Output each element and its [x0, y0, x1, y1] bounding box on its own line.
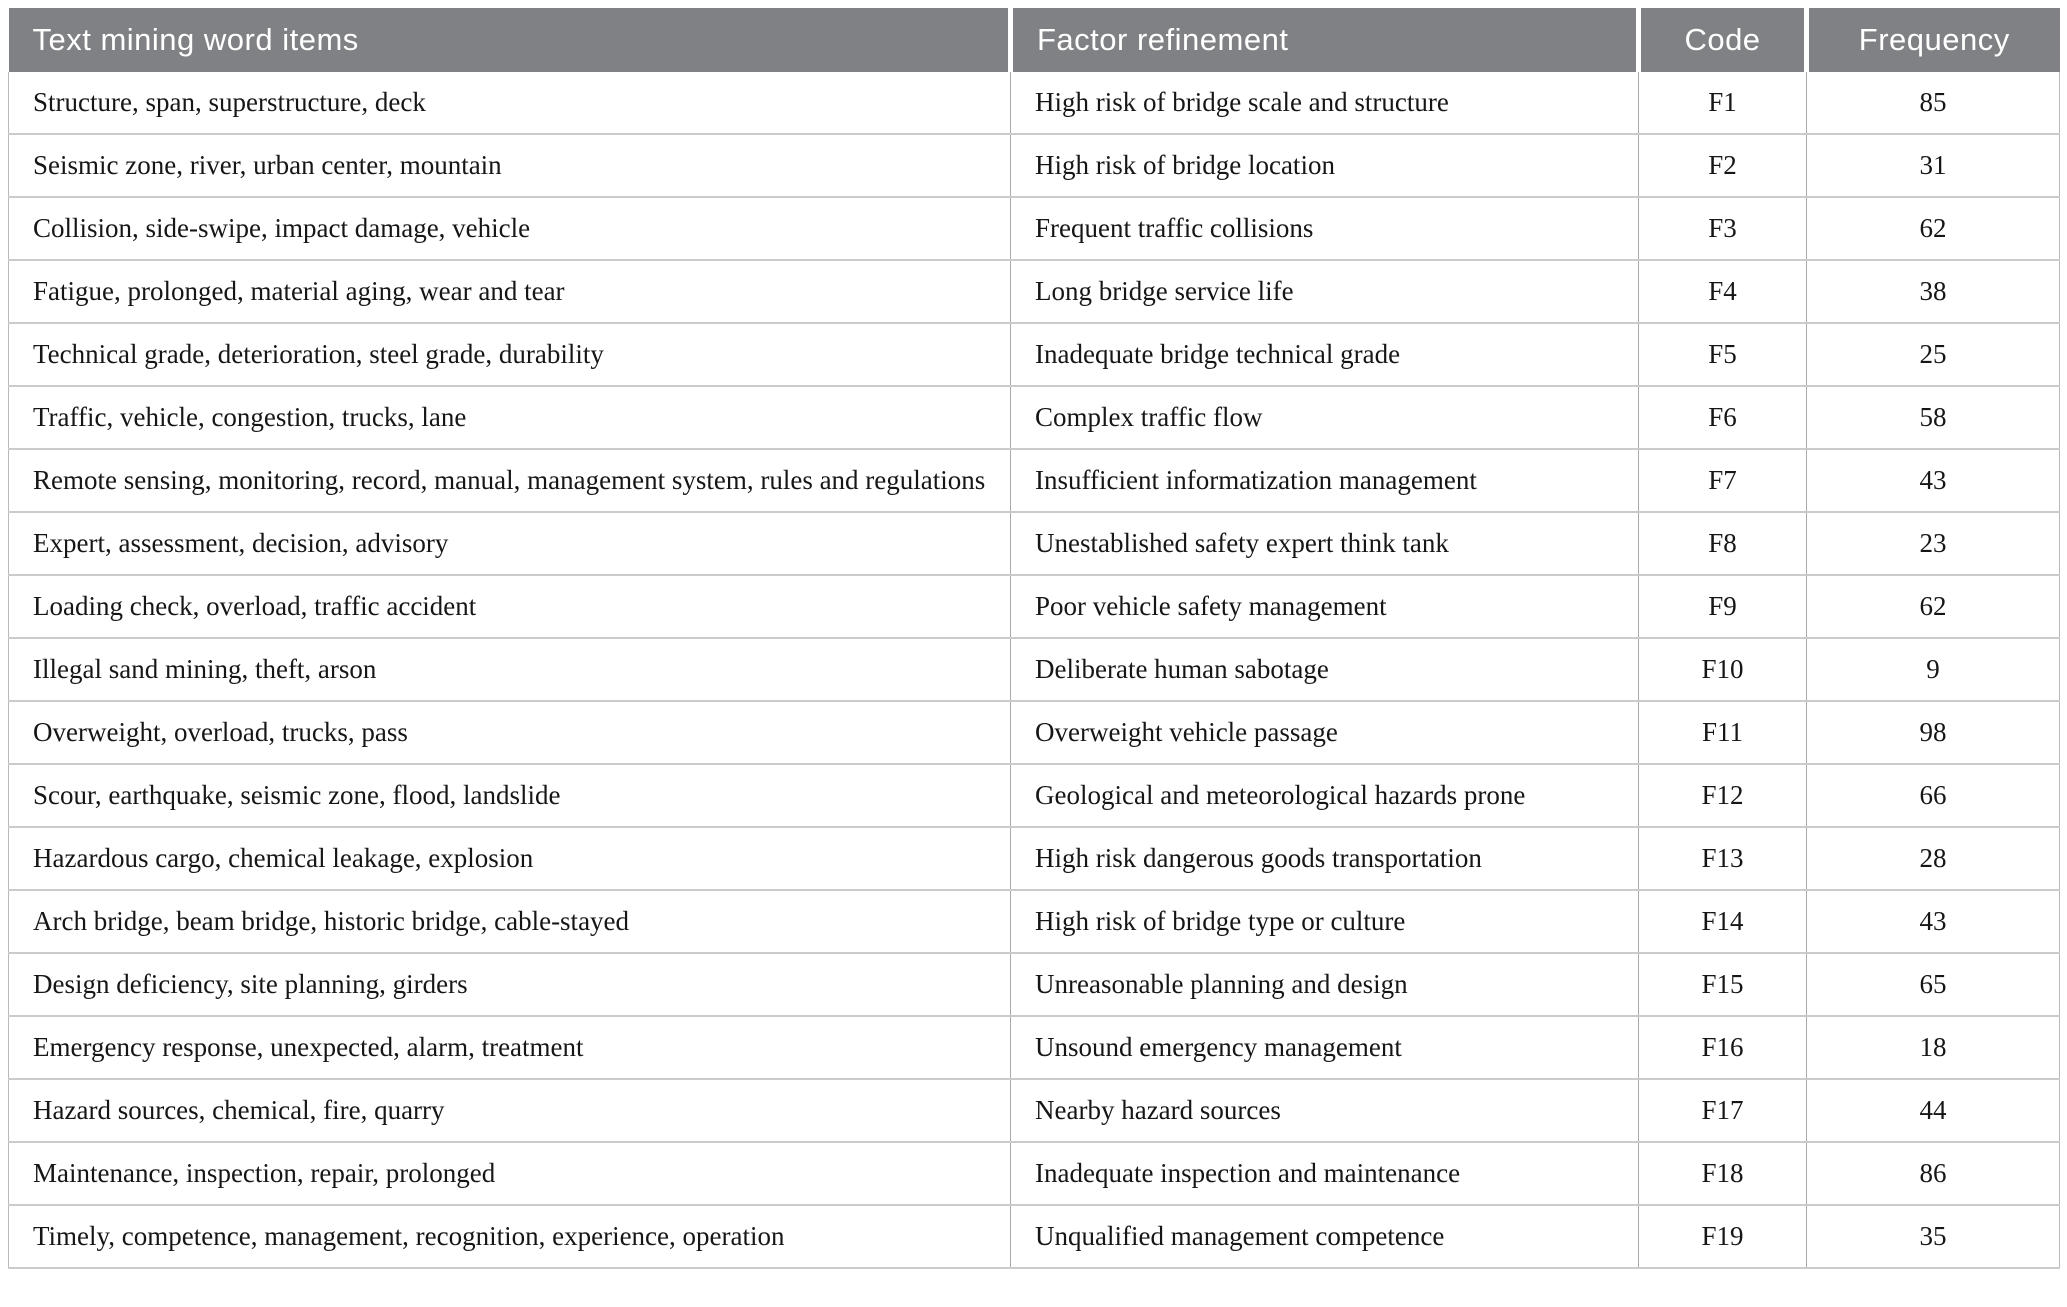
cell-code: F1 — [1639, 72, 1807, 134]
cell-frequency: 31 — [1807, 134, 2060, 197]
table-row — [9, 72, 2060, 134]
cell-factor-refinement: Poor vehicle safety management — [1011, 575, 1639, 638]
cell-code: F4 — [1639, 260, 1807, 323]
cell-factor-refinement: High risk dangerous goods transportation — [1011, 827, 1639, 890]
cell-frequency: 62 — [1807, 197, 2060, 260]
cell-factor-refinement: High risk of bridge scale and structure — [1011, 72, 1639, 134]
risk-factors-table — [8, 8, 2060, 1269]
cell-code: F5 — [1639, 323, 1807, 386]
col-header-word-items: Text mining word items — [9, 8, 1011, 72]
cell-factor-refinement: High risk of bridge location — [1011, 134, 1639, 197]
cell-factor-refinement: Insufficient informatization management — [1011, 449, 1639, 512]
cell-factor-refinement: Deliberate human sabotage — [1011, 638, 1639, 701]
cell-word-items: Remote sensing, monitoring, record, manual, management system, rules and regulations — [9, 449, 1011, 512]
cell-word-items: Fatigue, prolonged, material aging, wear and tear — [9, 260, 1011, 323]
cell-frequency: 43 — [1807, 449, 2060, 512]
cell-word-items: Hazard sources, chemical, fire, quarry — [9, 1079, 1011, 1142]
cell-code: F7 — [1639, 449, 1807, 512]
cell-frequency: 43 — [1807, 890, 2060, 953]
cell-code: F17 — [1639, 1079, 1807, 1142]
cell-code: F16 — [1639, 1016, 1807, 1079]
cell-factor-refinement: Unestablished safety expert think tank — [1011, 512, 1639, 575]
cell-factor-refinement: Inadequate inspection and maintenance — [1011, 1142, 1639, 1205]
cell-frequency: 18 — [1807, 1016, 2060, 1079]
cell-word-items: Overweight, overload, trucks, pass — [9, 701, 1011, 764]
table-row — [9, 386, 2060, 449]
table-row — [9, 1142, 2060, 1205]
table-row — [9, 134, 2060, 197]
cell-code: F13 — [1639, 827, 1807, 890]
cell-frequency: 86 — [1807, 1142, 2060, 1205]
cell-frequency: 44 — [1807, 1079, 2060, 1142]
cell-word-items: Arch bridge, beam bridge, historic bridge, cable-stayed — [9, 890, 1011, 953]
cell-code: F2 — [1639, 134, 1807, 197]
cell-word-items: Design deficiency, site planning, girders — [9, 953, 1011, 1016]
cell-factor-refinement: Unsound emergency management — [1011, 1016, 1639, 1079]
cell-code: F11 — [1639, 701, 1807, 764]
table-row — [9, 512, 2060, 575]
cell-code: F3 — [1639, 197, 1807, 260]
table-row — [9, 323, 2060, 386]
table-row — [9, 449, 2060, 512]
cell-code: F10 — [1639, 638, 1807, 701]
cell-factor-refinement: Complex traffic flow — [1011, 386, 1639, 449]
table-row — [9, 197, 2060, 260]
cell-frequency: 66 — [1807, 764, 2060, 827]
cell-word-items: Hazardous cargo, chemical leakage, explosion — [9, 827, 1011, 890]
cell-code: F18 — [1639, 1142, 1807, 1205]
cell-frequency: 85 — [1807, 72, 2060, 134]
table-body — [9, 72, 2060, 1268]
cell-factor-refinement: Geological and meteorological hazards prone — [1011, 764, 1639, 827]
cell-word-items: Collision, side-swipe, impact damage, vehicle — [9, 197, 1011, 260]
cell-factor-refinement: Inadequate bridge technical grade — [1011, 323, 1639, 386]
cell-word-items: Timely, competence, management, recognition, experience, operation — [9, 1205, 1011, 1268]
cell-code: F19 — [1639, 1205, 1807, 1268]
table-row — [9, 827, 2060, 890]
cell-frequency: 9 — [1807, 638, 2060, 701]
cell-word-items: Expert, assessment, decision, advisory — [9, 512, 1011, 575]
cell-word-items: Traffic, vehicle, congestion, trucks, lane — [9, 386, 1011, 449]
col-header-factor-refinement: Factor refinement — [1011, 8, 1639, 72]
cell-factor-refinement: Nearby hazard sources — [1011, 1079, 1639, 1142]
table-row — [9, 260, 2060, 323]
cell-frequency: 38 — [1807, 260, 2060, 323]
table-row — [9, 1079, 2060, 1142]
cell-factor-refinement: Unreasonable planning and design — [1011, 953, 1639, 1016]
cell-code: F9 — [1639, 575, 1807, 638]
cell-code: F14 — [1639, 890, 1807, 953]
cell-code: F15 — [1639, 953, 1807, 1016]
table-row — [9, 1205, 2060, 1268]
cell-frequency: 65 — [1807, 953, 2060, 1016]
cell-word-items: Seismic zone, river, urban center, mountain — [9, 134, 1011, 197]
table-row — [9, 701, 2060, 764]
cell-factor-refinement: Frequent traffic collisions — [1011, 197, 1639, 260]
cell-word-items: Maintenance, inspection, repair, prolonged — [9, 1142, 1011, 1205]
cell-factor-refinement: High risk of bridge type or culture — [1011, 890, 1639, 953]
cell-frequency: 98 — [1807, 701, 2060, 764]
header-row — [9, 8, 2060, 72]
cell-frequency: 35 — [1807, 1205, 2060, 1268]
col-header-code: Code — [1639, 8, 1807, 72]
cell-code: F12 — [1639, 764, 1807, 827]
cell-word-items: Loading check, overload, traffic accident — [9, 575, 1011, 638]
cell-code: F8 — [1639, 512, 1807, 575]
cell-frequency: 28 — [1807, 827, 2060, 890]
cell-word-items: Illegal sand mining, theft, arson — [9, 638, 1011, 701]
table-row — [9, 764, 2060, 827]
cell-code: F6 — [1639, 386, 1807, 449]
cell-factor-refinement: Unqualified management competence — [1011, 1205, 1639, 1268]
col-header-frequency: Frequency — [1807, 8, 2060, 72]
cell-frequency: 62 — [1807, 575, 2060, 638]
table-row — [9, 953, 2060, 1016]
cell-frequency: 23 — [1807, 512, 2060, 575]
table-row — [9, 890, 2060, 953]
cell-frequency: 58 — [1807, 386, 2060, 449]
table-row — [9, 638, 2060, 701]
cell-word-items: Structure, span, superstructure, deck — [9, 72, 1011, 134]
cell-factor-refinement: Overweight vehicle passage — [1011, 701, 1639, 764]
cell-frequency: 25 — [1807, 323, 2060, 386]
cell-word-items: Emergency response, unexpected, alarm, treatment — [9, 1016, 1011, 1079]
cell-word-items: Scour, earthquake, seismic zone, flood, landslide — [9, 764, 1011, 827]
table-row — [9, 1016, 2060, 1079]
cell-factor-refinement: Long bridge service life — [1011, 260, 1639, 323]
table-row — [9, 575, 2060, 638]
cell-word-items: Technical grade, deterioration, steel grade, durability — [9, 323, 1011, 386]
